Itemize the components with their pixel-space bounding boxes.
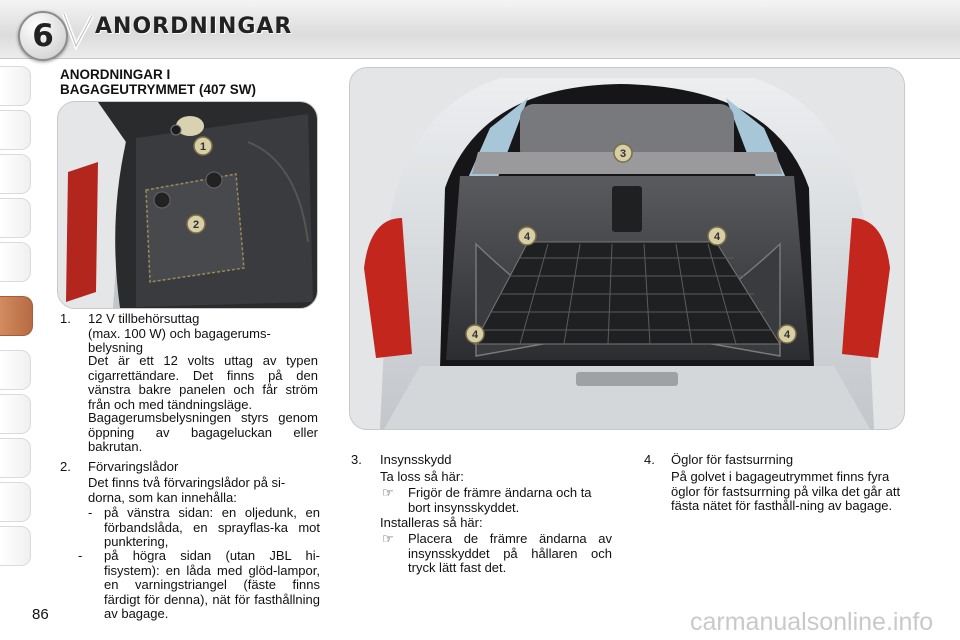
callout-marker-4-top-left bbox=[516, 225, 538, 247]
chapter-tab-2[interactable] bbox=[0, 110, 31, 150]
callout-label-4b: 4 bbox=[713, 231, 721, 243]
item2-bullet1: på vänstra sidan: en oljedunk, en förbandslåda, en sprayflas-ka mot punktering, bbox=[104, 505, 320, 549]
item1-para2: Bagagerumsbelysningen styrs genom öppning av bagageluckan eller bakrutan. bbox=[88, 410, 318, 454]
item4-title: Öglor för fastsurrning bbox=[671, 452, 794, 467]
chapter-tab-3[interactable] bbox=[0, 154, 31, 194]
section-title-line1: ANORDNINGAR I bbox=[60, 67, 171, 82]
chapter-number-badge: 6 bbox=[18, 11, 68, 61]
item1-title bbox=[88, 312, 322, 356]
side-storage-photo bbox=[57, 101, 318, 309]
trunk-overview-photo bbox=[349, 67, 905, 430]
item2-bullet2-dash: - bbox=[78, 548, 83, 563]
item3-number: 3. bbox=[351, 452, 362, 467]
callout-marker-4-bottom-right bbox=[776, 323, 798, 345]
chapter-tab-1[interactable] bbox=[0, 66, 31, 106]
item2-intro: Det finns två förvaringslådor på si-dorna, som kan innehålla: bbox=[88, 475, 286, 505]
item4-text: På golvet i bagageutrymmet finns fyra öglor för fastsurrning på vilka det går att fästa nätet för fasthåll-ning av bagage. bbox=[671, 469, 901, 513]
item1-title-line3: belysning bbox=[88, 340, 143, 355]
callout-marker-1 bbox=[192, 135, 214, 157]
section-title bbox=[60, 67, 256, 97]
chapter-tab-8[interactable] bbox=[0, 394, 31, 434]
callout-label-4c: 4 bbox=[471, 329, 479, 341]
item2-title: Förvaringslådor bbox=[88, 459, 179, 474]
item3-install-label: Installeras så här: bbox=[380, 515, 483, 530]
chapter-tab-4[interactable] bbox=[0, 198, 31, 238]
callout-label-4d: 4 bbox=[783, 329, 791, 341]
item4-number: 4. bbox=[644, 452, 655, 467]
item3-remove-label: Ta loss så här: bbox=[380, 469, 464, 484]
item3-title: Insynsskydd bbox=[380, 452, 452, 467]
item3-install-step: Placera de främre ändarna av insynsskyddet på hållaren och tryck lätt fast det. bbox=[408, 531, 612, 575]
section-title-line2: BAGAGEUTRYMMET (407 SW) bbox=[60, 82, 257, 97]
callout-marker-4-top-right bbox=[706, 225, 728, 247]
item1-para1: Det är ett 12 volts uttag av typen cigarrettändare. Det finns på den vänstra bakre panelen och får ström från och med tändningsläge. bbox=[88, 353, 318, 412]
chapter-tab-5[interactable] bbox=[0, 242, 31, 282]
callout-marker-2 bbox=[185, 213, 207, 235]
pointing-hand-icon: ☞ bbox=[382, 485, 394, 500]
chapter-tab-6-active[interactable] bbox=[0, 296, 33, 336]
header-notch-decoration bbox=[62, 12, 96, 52]
chapter-tab-7[interactable] bbox=[0, 350, 31, 390]
callout-marker-4-bottom-left bbox=[464, 323, 486, 345]
callout-label-1: 1 bbox=[199, 141, 207, 153]
callout-label-4a: 4 bbox=[523, 231, 531, 243]
item1-number: 1. bbox=[60, 311, 71, 326]
chapter-tab-11[interactable] bbox=[0, 526, 31, 566]
item1-title-line1: 12 V tillbehörsuttag bbox=[88, 311, 200, 326]
callout-label-2: 2 bbox=[192, 219, 200, 231]
callout-label-3: 3 bbox=[619, 148, 627, 160]
callout-marker-3 bbox=[612, 142, 634, 164]
watermark: carmanualsonline.info bbox=[690, 608, 934, 636]
item1-title-line2: (max. 100 W) och bagagerums- bbox=[88, 325, 271, 341]
chapter-title: ANORDNINGAR bbox=[95, 14, 293, 39]
chapter-tab-10[interactable] bbox=[0, 482, 31, 522]
chapter-tab-9[interactable] bbox=[0, 438, 31, 478]
item3-remove-step: Frigör de främre ändarna och ta bort insynsskyddet. bbox=[408, 485, 592, 515]
item2-bullet1-dash: - bbox=[88, 505, 93, 520]
item2-bullet2: på högra sidan (utan JBL hi-fisystem): en låda med glöd-lampor, en varningstriangel (fäste finns färdigt för denna), nät för fasthållning av bagage. bbox=[104, 548, 320, 621]
pointing-hand-icon: ☞ bbox=[382, 531, 394, 546]
page-number: 86 bbox=[32, 606, 49, 623]
item2-number: 2. bbox=[60, 459, 71, 474]
